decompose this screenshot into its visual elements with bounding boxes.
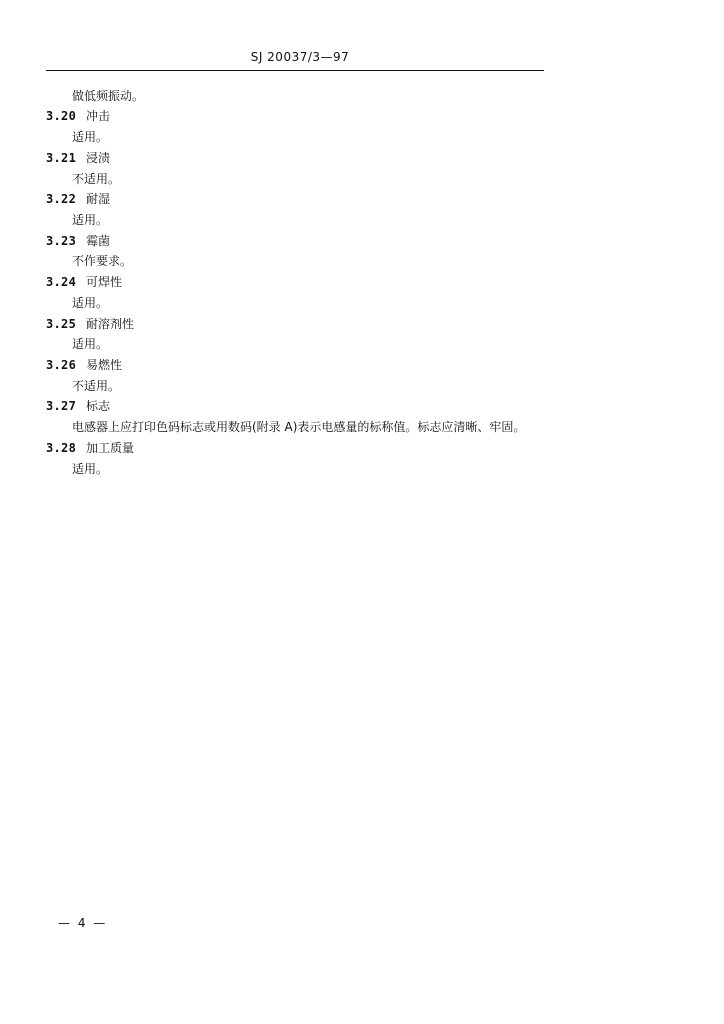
section-number: 3.23 xyxy=(46,234,77,248)
section-body: 不适用。 xyxy=(72,172,121,186)
section-number: 3.25 xyxy=(46,317,77,331)
section-body: 适用。 xyxy=(72,130,109,144)
section-body: 适用。 xyxy=(72,213,109,227)
section-title: 可焊性 xyxy=(86,275,123,289)
section-title: 霉菌 xyxy=(86,234,111,248)
page-number-footer: — 4 — xyxy=(58,916,108,930)
section-title: 耐湿 xyxy=(86,192,111,206)
section-title: 耐溶剂性 xyxy=(86,317,135,331)
section-title: 标志 xyxy=(86,399,111,413)
section-number: 3.22 xyxy=(46,192,77,206)
section-body: 不作要求。 xyxy=(72,254,133,268)
section-title: 浸渍 xyxy=(86,151,111,165)
document-number-header: SJ 20037/3—97 xyxy=(250,50,350,64)
section-number: 3.28 xyxy=(46,441,77,455)
section-number: 3.21 xyxy=(46,151,77,165)
section-number: 3.24 xyxy=(46,275,77,289)
section-number: 3.27 xyxy=(46,399,77,413)
section-number: 3.20 xyxy=(46,109,77,123)
section-body: 不适用。 xyxy=(72,379,121,393)
intro-text: 做低频振动。 xyxy=(72,89,145,103)
header-divider xyxy=(46,70,544,71)
section-body: 适用。 xyxy=(72,462,109,476)
section-title: 冲击 xyxy=(86,109,111,123)
section-body: 适用。 xyxy=(72,337,109,351)
section-body: 电感器上应打印色码标志或用数码(附录 A)表示电感量的标称值。标志应清晰、牢固。 xyxy=(72,420,526,434)
section-title: 易燃性 xyxy=(86,358,123,372)
section-title: 加工质量 xyxy=(86,441,135,455)
section-number: 3.26 xyxy=(46,358,77,372)
section-body: 适用。 xyxy=(72,296,109,310)
